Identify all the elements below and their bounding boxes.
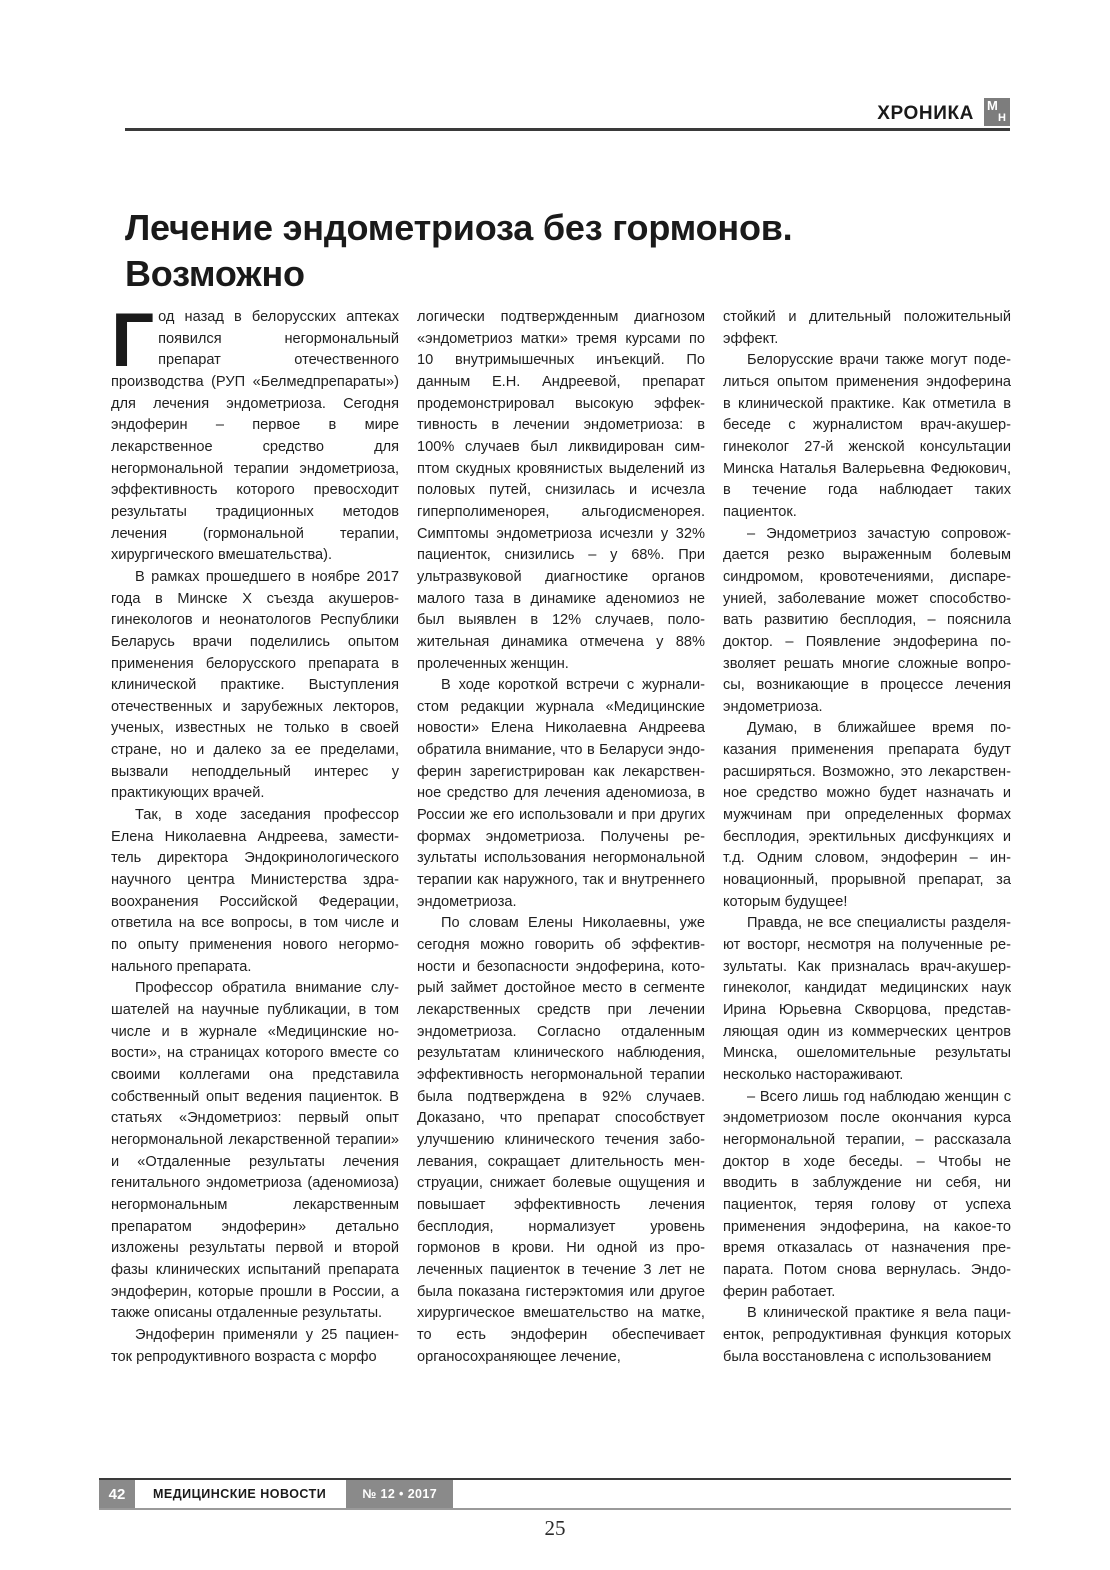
paragraph-text: од назад в белорусских аптеках появился негормональный препарат отечественного производства (РУП «Белмедпрепараты») для лечения эндометриоза. Сегодня эндоферин – первое в мире лекарственное средство для негормональной терапии эндометриоза, эффективность которого превосходит результаты традиционных методов лечения (гормональной терапии, хирургического вмешательства). <box>111 309 399 564</box>
paragraph: В рамках прошедшего в ноябре 2017 года в Минске X съезда акушеров-гинекологов и неонатологов Республики Беларусь врачи поделились опытом применения белорусского препарата в клинической практике. Выступления отечественных и зарубежных лекторов, ученых, известных не только в своей стране, но и далеко за ее пределами, вызвали неподдельный интерес у практикующих врачей. <box>111 568 399 802</box>
paragraph: – Всего лишь год наблюдаю женщин с эндометриозом после окончания курса негормональной терапии, – рассказала доктор в ходе беседы. – Чтобы не вводить в заблуждение ни себя, ни пациенток, теряя голову от успеха применения эндоферина, на какое-то время отказалась от назначения препарата. Потом снова вернулась. Эндоферин работает. <box>723 1088 1011 1300</box>
section-label: ХРОНИКА <box>877 103 974 124</box>
paragraph: По словам Елены Николаевны, уже сегодня можно говорить об эффективности и безопасности эндоферина, который займет достойное место в сегменте лекарственных средств при лечении эндометриоза. Согласно отдаленным результатам клинического наблюдения, эффективность негормональной терапии была подтверждена в 92% случаев. Доказано, что препарат способствует улучшению клинического течения заболевания, сокращает длительность менструации, снижает болевые ощущения и повышает эффективность лечения бесплодия, нормализует уровень гормонов в крови. Ни одной из пролеченных пациенток в течение 3 лет не была показана гистерэктомия или другое хирургическое вмешательство на матке, то есть эндоферин обеспечивает органосохраняющее лечение, <box>417 915 705 1365</box>
paragraph: Профессор обратила внимание слушателей на научные публикации, в том числе и в журнале «Медицинские новости», на страницах которого вместе со своими коллегами она представила собственный опыт ведения пациенток. В статьях «Эндометриоз: первый опыт негормональной лекарственной терапии» и «Отдаленные результаты лечения генитального эндометриоза (аденомиоза) негормональным лекарственным препаратом эндоферин» детально изложены результаты первой и второй фазы клинических испытаний препарата эндоферин, которые прошли в России, а также описаны отдаленные результаты. <box>111 980 399 1322</box>
paragraph: логически подтвержденным диагнозом «эндометриоз матки» тремя курсами по 10 внутримышечных инъекций. По данным Е.Н. Андреевой, препарат продемонстрировал высокую эффективность в лечении эндометриоза: в 100% случаев был ликвидирован симптом скудных кровянистых выделений из половых путей, снизилась и исчезла гиперполименорея, альгодисменорея. Симптомы эндометриоза исчезли у 32% пациенток, снизились – у 68%. При ультразвуковой диагностике органов малого таза в динамике аденомиоз не был выявлен в 12% случаев, положительная динамика отмечена у 88% пролеченных женщин. <box>417 309 705 672</box>
footer-journal-name: МЕДИЦИНСКИЕ НОВОСТИ <box>135 1480 346 1508</box>
journal-logo-icon <box>984 98 1010 126</box>
paragraph: – Эндометриоз зачастую сопровождается резко выраженным болевым синдромом, кровотечениями, диспареунией, заболевание может способствовать развитию бесплодия, – пояснила доктор. – Появление эндоферина позволяет решать многие сложные вопросы, возникающие в процессе лечения эндометриоза. <box>723 525 1011 715</box>
paragraph: Белорусские врачи также могут поделиться опытом применения эндоферина в клинической практике. Как отметила в беседе с журналистом врач-акушер-гинеколог 27-й женской консультации Минска Наталья Валерьевна Федюкович, в течение года наблюдает таких пациенток. <box>723 352 1011 520</box>
paragraph: Думаю, в ближайшее время показания применения препарата будут расширяться. Возможно, это лекарственное средство можно будет назначать и мужчинам при определенных формах бесплодия, эректильных дисфункциях и т.д. Одним словом, эндоферин – инновационный, прорывной препарат, за которым будущее! <box>723 720 1011 910</box>
article-column-3 <box>723 307 1011 1422</box>
paragraph: стойкий и длительный положительный эффект. <box>723 309 1011 347</box>
footer-issue-label: № 12 • 2017 <box>346 1480 453 1508</box>
title-line-2: Возможно <box>125 253 305 295</box>
header-rule <box>125 128 1010 131</box>
footer-rule-bottom <box>99 1508 1011 1510</box>
page-title <box>125 205 985 297</box>
page-header <box>125 96 1010 130</box>
footer-bar <box>99 1480 453 1508</box>
article-column-2 <box>417 307 705 1422</box>
article-column-1 <box>111 298 399 1422</box>
title-line-1: Лечение эндометриоза без гормонов. <box>125 207 793 249</box>
paragraph: Правда, не все специалисты разделяют восторг, несмотря на полученные результаты. Как призналась врач-акушер-гинеколог, кандидат медицинских наук Ирина Юрьевна Скворцова, представляющая один из коммерческих центров Минска, ошеломительные результаты несколько настораживают. <box>723 915 1011 1083</box>
footer-page-number: 42 <box>99 1480 135 1508</box>
header-inner <box>125 96 1010 126</box>
paragraph: В ходе короткой встречи с журналистом редакции журнала «Медицинские новости» Елена Николаевна Андреева обратила внимание, что в Беларуси эндоферин зарегистрирован как лекарственное средство для лечения аденомиоза, в России же его использовали и при других формах эндометриоза. Получены результаты использования негормональной терапии как наружного, так и внутреннего эндометриоза. <box>417 677 705 910</box>
sheet-number: 25 <box>544 1516 566 1540</box>
dropcap-letter: Г <box>111 298 155 383</box>
paragraph: Так, в ходе заседания профессор Елена Николаевна Андреева, заместитель директора Эндокринологического научного центра Министерства здравоохранения Российской Федерации, ответила на все вопросы, в том числе и по опыту применения нового негормонального препарата. <box>111 807 399 975</box>
paragraph: В клинической практике я вела пациенток, репродуктивная функция которых была восстановлена с использованием <box>723 1305 1011 1365</box>
article-columns <box>111 298 1011 1422</box>
paragraph: Эндоферин применяли у 25 пациенток репродуктивного возраста с морфо <box>111 1326 399 1365</box>
paragraph <box>111 298 399 567</box>
logo-letter-n: Н <box>998 112 1006 124</box>
logo-letter-m: М <box>987 98 998 113</box>
